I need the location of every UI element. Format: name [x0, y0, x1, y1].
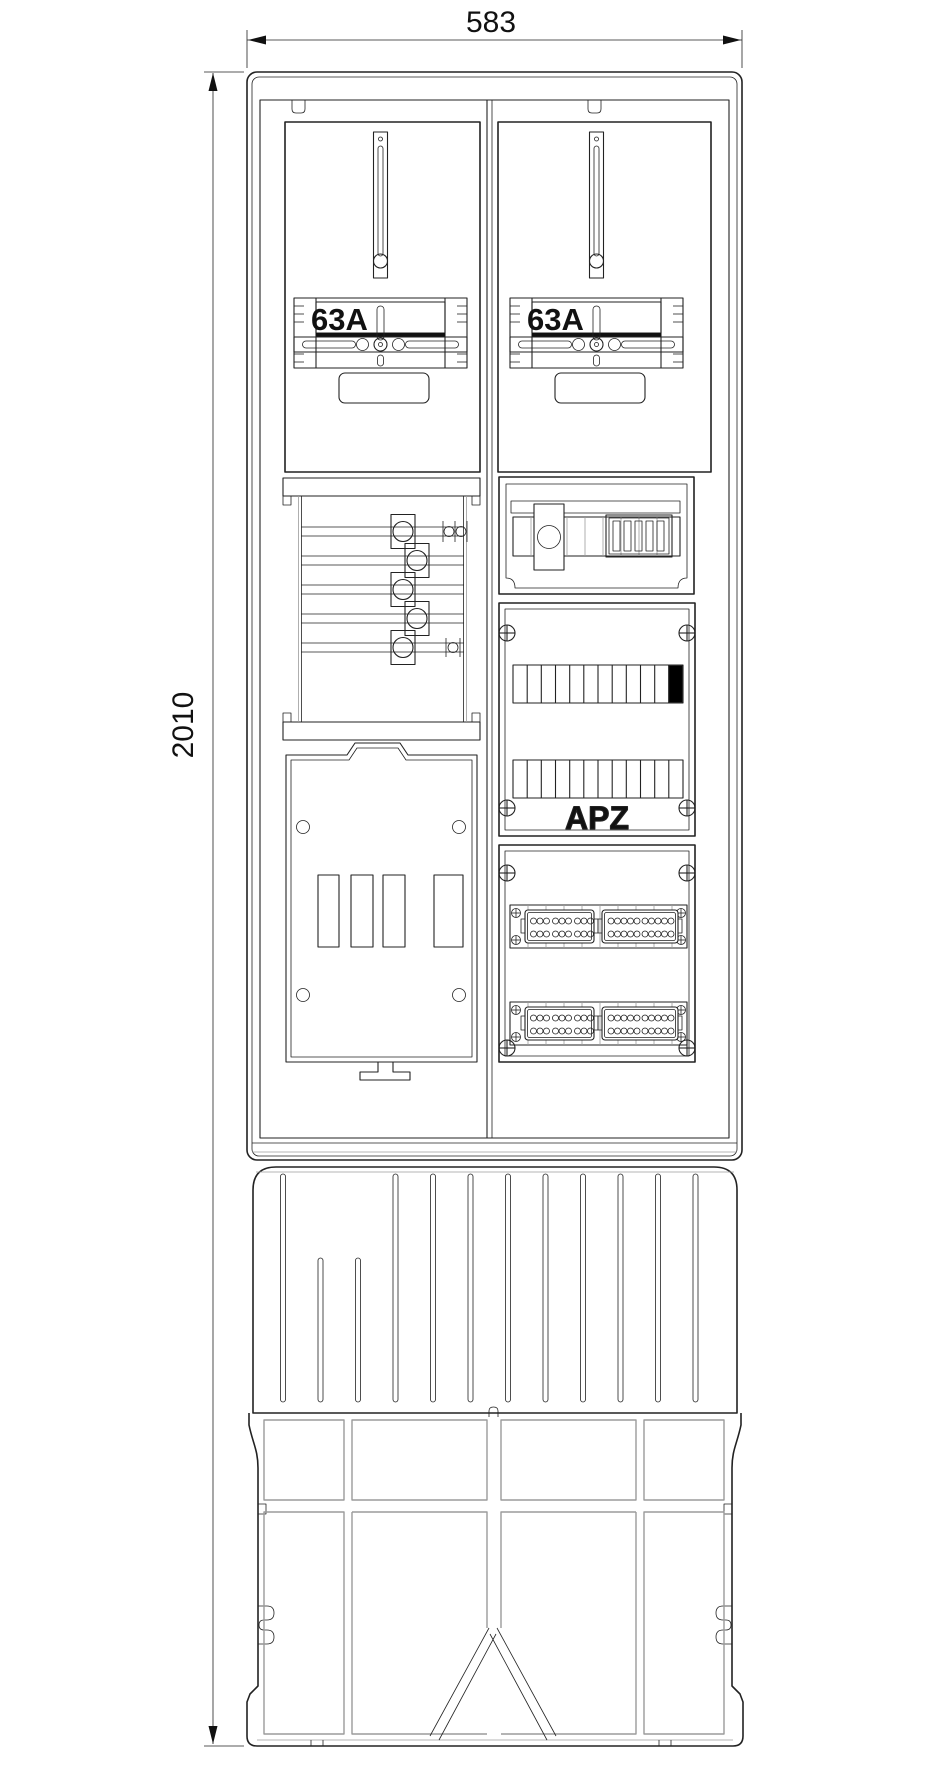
- plate-slot: [318, 875, 339, 947]
- terminal-strip-bottom: [510, 1002, 687, 1045]
- switch-handle-body: [534, 504, 564, 570]
- rib: [581, 1174, 586, 1402]
- arrow-up-icon: [209, 73, 218, 91]
- meter-rail-and-fuse-block: [294, 132, 467, 403]
- meter-rail-and-fuse-block: [510, 132, 683, 403]
- terminal-strip-top: [510, 905, 687, 948]
- height-dimension-value: 2010: [167, 691, 200, 759]
- switch-box-frame: [499, 477, 694, 594]
- header-tab: [472, 496, 480, 505]
- meter-panel-left-frame: [285, 122, 480, 472]
- rib: [693, 1174, 698, 1402]
- cabinet-inner-wall: [252, 77, 737, 1156]
- mounting-hole: [453, 989, 466, 1002]
- rib: [468, 1174, 473, 1402]
- busbar-header-rail: [283, 478, 480, 496]
- screw-icon: [499, 865, 515, 881]
- switch-box-inner: [506, 484, 687, 588]
- base-section: [247, 1407, 743, 1746]
- width-dimension-value: 583: [465, 6, 517, 39]
- bar5-connector: [446, 638, 460, 657]
- center-notch: [489, 1407, 498, 1417]
- cabinet-outer-wall: [247, 72, 742, 1160]
- plate-outline: [286, 743, 477, 1062]
- base-panel-grid: [264, 1420, 724, 1734]
- base-outline: [247, 1413, 743, 1746]
- width-dimension: [247, 6, 742, 68]
- side-clip-left: [258, 1606, 274, 1644]
- meter-panel-right-frame: [498, 122, 711, 472]
- busbar-assembly: [283, 478, 480, 740]
- plate-slot: [383, 875, 405, 947]
- meter-left-rating-label: 63A: [311, 302, 368, 337]
- plate-slot: [351, 875, 373, 947]
- meter-panel-right: [498, 122, 711, 472]
- rib: [618, 1174, 623, 1402]
- inverted-v-brace: [430, 1628, 556, 1740]
- screw-icon: [499, 625, 515, 641]
- arrow-right-icon: [723, 36, 741, 45]
- top-notch: [292, 100, 305, 113]
- apz-label: APZ: [565, 800, 629, 836]
- screw-icon: [679, 865, 695, 881]
- apz-distribution-panel: [499, 603, 695, 836]
- module-row-top: [513, 665, 683, 703]
- rib: [431, 1174, 436, 1402]
- mounting-hole: [297, 821, 310, 834]
- screw-icon: [499, 800, 515, 816]
- arrow-down-icon: [209, 1726, 218, 1744]
- height-dimension: [167, 72, 244, 1746]
- meter-panel-left: [285, 122, 480, 472]
- header-tab: [283, 496, 291, 505]
- screw-icon: [679, 800, 695, 816]
- footer-tab: [472, 713, 480, 722]
- rib: [393, 1174, 398, 1402]
- main-switch-module: [499, 477, 694, 594]
- apz-inner-frame: [505, 609, 689, 830]
- rib: [281, 1174, 286, 1402]
- meter-right-rating-label: 63A: [527, 302, 584, 337]
- mounting-hole: [453, 821, 466, 834]
- cabinet-body: [247, 72, 742, 1160]
- arrow-left-icon: [248, 36, 266, 45]
- rib-short: [356, 1258, 361, 1402]
- busbar-footer-rail: [283, 722, 480, 740]
- footer-tab: [283, 713, 291, 722]
- cover-outline: [253, 1167, 737, 1413]
- mounting-plate: [286, 743, 477, 1080]
- top-notch: [588, 100, 601, 113]
- plate-foot: [360, 1062, 410, 1080]
- rib: [543, 1174, 548, 1402]
- screw-icon: [679, 625, 695, 641]
- rib-short: [318, 1258, 323, 1402]
- cable-entry-cover: [253, 1167, 737, 1413]
- door-frame: [260, 100, 729, 1138]
- screw-icon: [499, 1040, 515, 1056]
- plate-slot: [434, 875, 463, 947]
- terminal-blocks-panel: [499, 845, 695, 1062]
- module-row-bottom: [513, 760, 683, 798]
- rib: [656, 1174, 661, 1402]
- blanked-module: [669, 666, 683, 703]
- rib: [506, 1174, 511, 1402]
- bus-bars: [301, 527, 464, 652]
- edge-notch-right: [724, 1504, 732, 1514]
- mounting-hole: [297, 989, 310, 1002]
